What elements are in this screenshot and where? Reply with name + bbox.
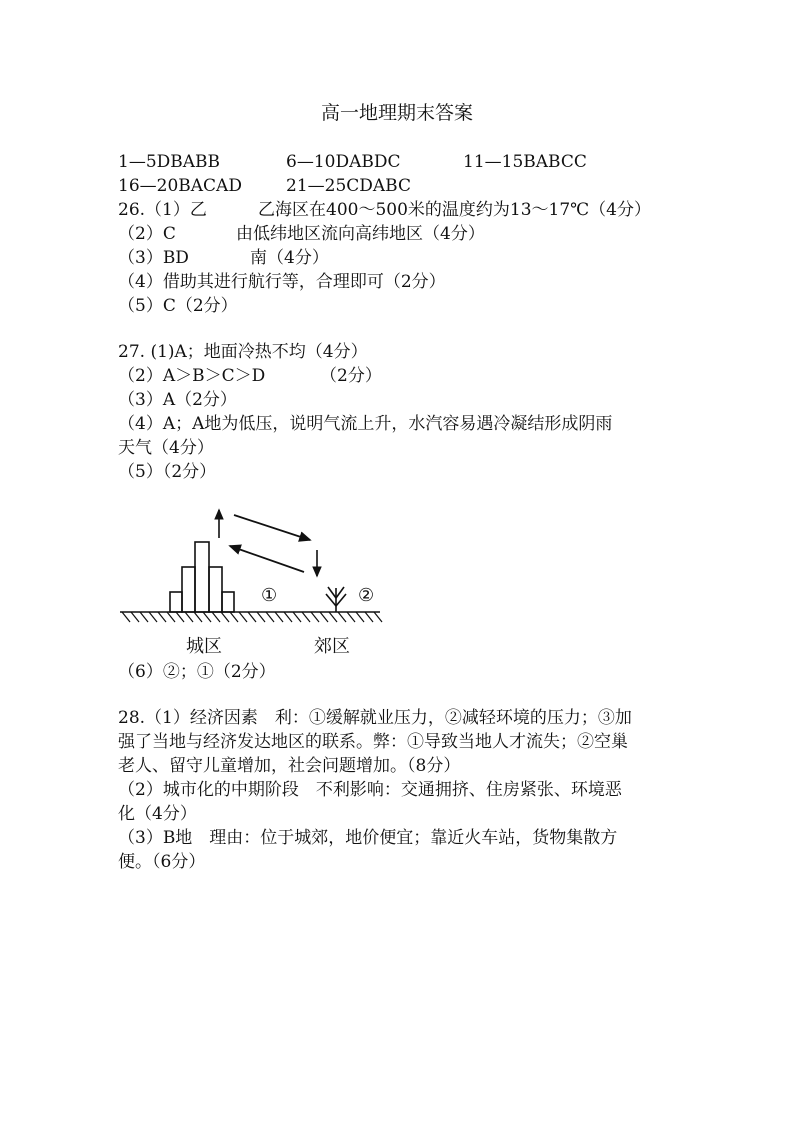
plant-icon: [326, 587, 346, 612]
q28-line2: 强了当地与经济发达地区的联系。弊：①导致当地人才流失；②空巢: [118, 732, 628, 752]
q26-line5: （5）C（2分）: [118, 296, 238, 316]
mc-answer-11-15: 11—15BABCC: [463, 152, 587, 172]
q27-line4: （4）A；A地为低压，说明气流上升，水汽容易遇冷凝结形成阴雨: [118, 414, 613, 434]
q26-line1-reason: 乙海区在400～500米的温度约为13～17℃（4分）: [258, 200, 651, 220]
q27-line2-score: （2分）: [320, 366, 382, 386]
upper-flow-arrow: [234, 515, 310, 540]
q28-line7: 便。（6分）: [118, 852, 206, 872]
q28-line6: （3）B地 理由：位于城郊，地价便宜；靠近火车站，货物集散方: [118, 828, 618, 848]
city-buildings-icon: [170, 542, 234, 612]
lower-flow-arrow: [230, 546, 304, 572]
q27-line3: （3）A（2分）: [118, 390, 237, 410]
page-title: 高一地理期末答案: [320, 102, 473, 124]
marker-2: ②: [358, 585, 375, 606]
q27-line5: 天气（4分）: [118, 438, 214, 458]
city-label: 城区: [186, 636, 222, 657]
q26-line3-reason: 南（4分）: [250, 248, 329, 268]
marker-1: ①: [261, 585, 278, 606]
q26-line1-answer: 26.（1）乙: [118, 200, 207, 220]
q26-line2-reason: 由低纬地区流向高纬地区（4分）: [236, 224, 485, 244]
q28-line1: 28.（1）经济因素 利：①缓解就业压力，②减轻环境的压力；③加: [118, 708, 632, 728]
mc-answer-16-20: 16—20BACAD: [118, 176, 242, 196]
q26-line4: （4）借助其进行航行等，合理即可（2分）: [118, 272, 446, 292]
heat-island-diagram: [118, 500, 388, 630]
q26-line3-answer: （3）BD: [118, 248, 189, 268]
q27-line6: （5）（2分）: [118, 462, 217, 482]
q27-line7: （6）②；①（2分）: [118, 662, 276, 682]
q26-line2-answer: （2）C: [118, 224, 176, 244]
mc-answer-21-25: 21—25CDABC: [286, 176, 411, 196]
q27-line2-answer: （2）A＞B＞C＞D: [118, 366, 266, 386]
mc-answer-1-5: 1—5DBABB: [118, 152, 221, 172]
q28-line3: 老人、留守儿童增加，社会问题增加。（8分）: [118, 756, 461, 776]
mc-answer-6-10: 6—10DABDC: [286, 152, 401, 172]
q27-line1: 27. (1)A；地面冷热不均（4分）: [118, 342, 368, 362]
q28-line5: 化（4分）: [118, 804, 197, 824]
q28-line4: （2）城市化的中期阶段 不利影响：交通拥挤、住房紧张、环境恶: [118, 780, 622, 800]
ground-hatching: [122, 612, 382, 622]
suburb-label: 郊区: [314, 636, 350, 657]
